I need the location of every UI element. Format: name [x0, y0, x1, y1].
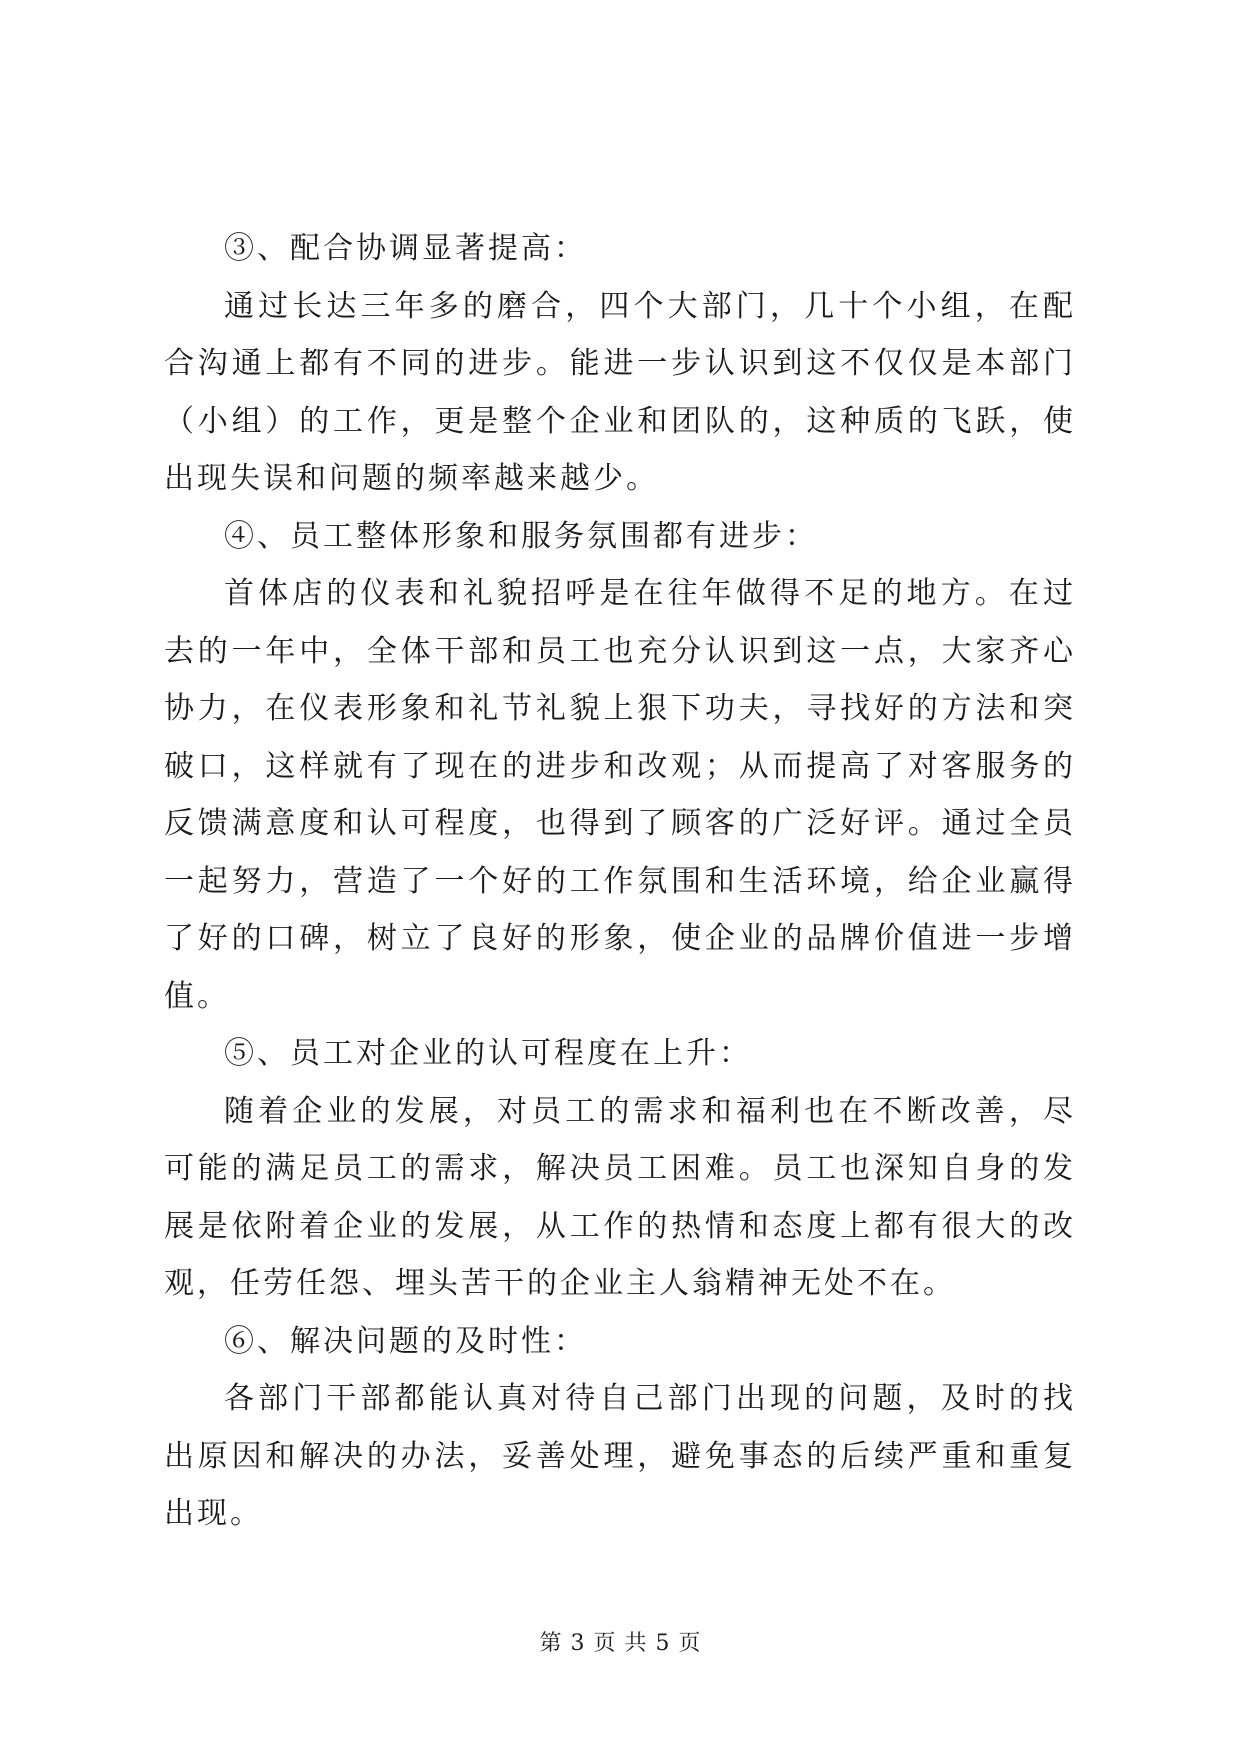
section-body-5: 随着企业的发展，对员工的需求和福利也在不断改善，尽可能的满足员工的需求，解决员工困难。员工也深知自身的发展是依附着企业的发展，从工作的热情和态度上都有很大的改观，任劳任怨、埋头苦干的企业主人翁精神无处不在。 [164, 1093, 1076, 1301]
section-heading-5: ⑤、员工对企业的认可程度在上升： [224, 1036, 752, 1071]
page-number-footer: 第 3 页 共 5 页 [539, 1631, 702, 1656]
section-heading-3: ③、配合协调显著提高： [224, 231, 587, 266]
section-heading-6: ⑥、解决问题的及时性： [224, 1323, 587, 1359]
document-body [164, 220, 1076, 1543]
section-heading-4: ④、员工整体形象和服务氛围都有进步： [224, 518, 818, 554]
section-body-6: 各部门干部都能认真对待自己部门出现的问题，及时的找出原因和解决的办法，妥善处理，避免事态的后续严重和重复出现。 [164, 1381, 1076, 1531]
section-body-3: 通过长达三年多的磨合，四个大部门，几十个小组，在配合沟通上都有不同的进步。能进一步认识到这不仅仅是本部门（小组）的工作，更是整个企业和团队的，这种质的飞跃，使出现失误和问题的频率越来越少。 [164, 288, 1076, 496]
section-body-4: 首体店的仪表和礼貌招呼是在往年做得不足的地方。在过去的一年中，全体干部和员工也充分认识到这一点，大家齐心协力，在仪表形象和礼节礼貌上狠下功夫，寻找好的方法和突破口，这样就有了现在的进步和改观；从而提高了对客服务的反馈满意度和认可程度，也得到了顾客的广泛好评。通过全员一起努力，营造了一个好的工作氛围和生活环境，给企业赢得了好的口碑，树立了良好的形象，使企业的品牌价值进一步增值。 [164, 576, 1076, 1014]
